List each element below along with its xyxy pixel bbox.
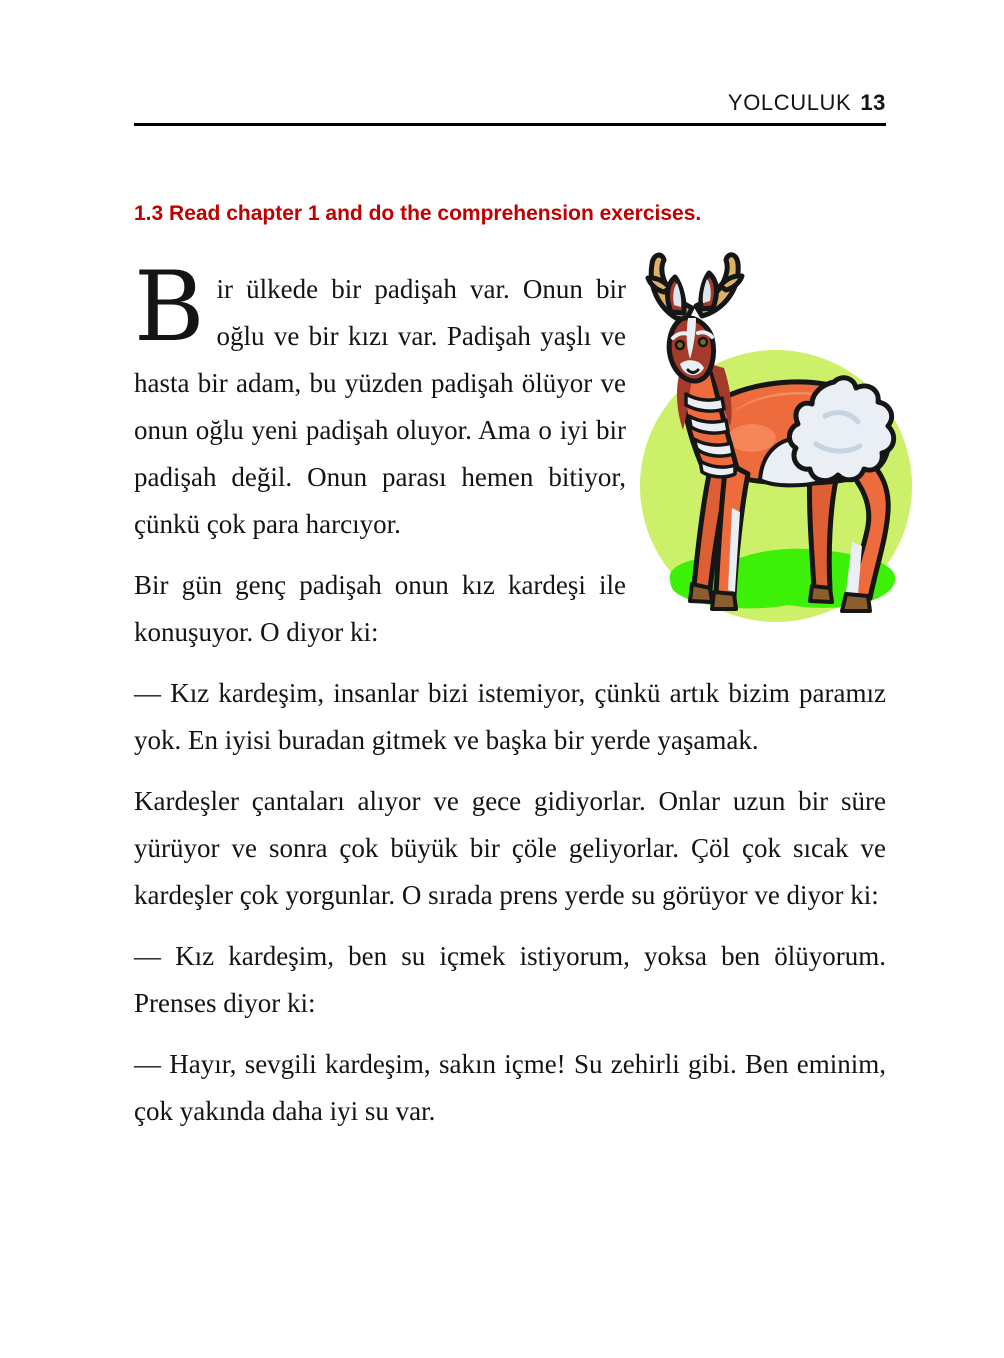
story-paragraph-3: — Kız kardeşim, insanlar bizi istemiyor, çünkü artık bizim paramız yok. En iyisi buradan gitmek ve başka bir yerde yaşamak. <box>134 678 886 756</box>
exercise-heading: 1.3 Read chapter 1 and do the comprehension exercises. <box>134 202 702 225</box>
story-text <box>134 251 886 1135</box>
antelope-horns <box>648 255 742 320</box>
story-paragraph-6: — Hayır, sevgili kardeşim, sakın içme! Su zehirli gibi. Ben eminim, çok yakında daha iyi su var. <box>134 1049 886 1127</box>
page-number: 13 <box>860 90 886 115</box>
story-paragraph-5: — Kız kardeşim, ben su içmek istiyorum, yoksa ben ölüyorum. Prenses diyor ki: <box>134 941 886 1019</box>
page-header <box>134 90 886 126</box>
drop-cap: B <box>134 251 205 364</box>
story-paragraph-2: Bir gün genç padişah onun kız kardeşi ile konuşuyor. O diyor ki: <box>134 570 626 648</box>
antelope-illustration <box>640 266 912 634</box>
story-paragraph-1-text: ir ülkede bir padişah var. Onun bir oğlu ve bir kızı var. Padişah yaşlı ve hasta bir adam, bu yüzden padişah ölüyor ve onun oğlu yeni padişah oluyor. Ama o iyi bir padişah değil. Onun parası hemen bitiyor, çünkü çok para harcıyor. <box>134 274 626 540</box>
book-title: YOLCULUK <box>727 90 852 115</box>
story-paragraph-4: Kardeşler çantaları alıyor ve gece gidiyorlar. Onlar uzun bir süre yürüyor ve sonra çok büyük bir çöle geliyorlar. Çöl çok sıcak ve kardeşler çok yorgunlar. O sırada prens yerde su görüyor ve diyor ki: <box>134 786 886 911</box>
antelope-illustration-svg <box>640 246 912 631</box>
